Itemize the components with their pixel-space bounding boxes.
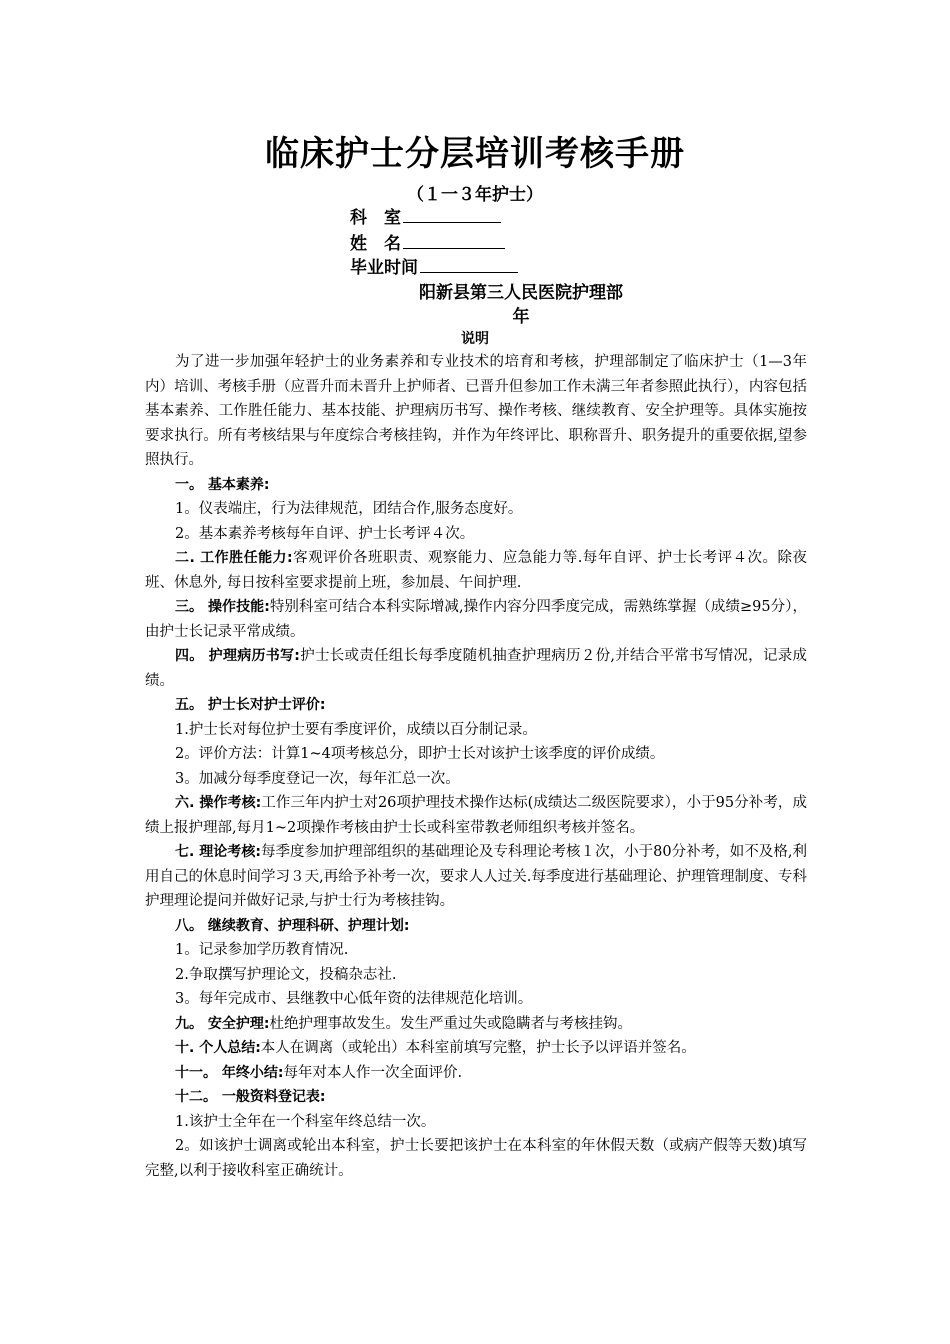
- field-name-label: 姓 名: [350, 234, 401, 254]
- list-item: [145, 987, 807, 1012]
- item-text: 客观评价各班职责、观察能力、应急能力等.每年自评、护士长考评４次。除夜班、休息外, 每日按科室要求提前上班，参加晨、午间护理.: [145, 550, 807, 591]
- list-item: [145, 791, 807, 840]
- item-heading: 十. 个人总结:: [175, 1040, 261, 1056]
- document-body: [145, 350, 807, 1183]
- list-item: [145, 522, 807, 547]
- field-department: [350, 203, 501, 228]
- list-item: [145, 938, 807, 963]
- item-text: 杜绝护理事故发生。发生严重过失或隐瞒者与考核挂钩。: [269, 1015, 632, 1032]
- list-item: [145, 1012, 807, 1037]
- list-item: [145, 595, 807, 644]
- item-heading: 一。 基本素养:: [175, 476, 270, 493]
- item-text: 每季度参加护理部组织的基础理论及专科理论考核１次，小于80分补考，如不及格,利用自己的休息时间学习３天,再给予补考一次，要求人人过关.每季度进行基础理论、护理管理制度、专科护理理论提问并做好记录,与护士行为考核挂钩。: [145, 844, 807, 909]
- list-item: [145, 1036, 807, 1061]
- list-item: [145, 693, 807, 718]
- item-text: 2.争取撰写护理论文，投稿杂志社.: [175, 966, 397, 983]
- list-item: [145, 742, 807, 767]
- blank-line: [420, 256, 518, 273]
- field-graduation-label: 毕业时间: [350, 258, 418, 278]
- organization-name: 阳新县第三人民医院护理部: [419, 283, 623, 303]
- list-item: [145, 1061, 807, 1086]
- item-heading: 九。 安全护理:: [175, 1015, 270, 1032]
- list-item: [145, 1110, 807, 1135]
- list-item: [145, 1134, 807, 1183]
- item-heading: 十一。 年终小结:: [175, 1064, 284, 1081]
- intro-paragraph: 为了进一步加强年轻护士的业务素养和专业技术的培育和考核，护理部制定了临床护士（1—3年内）培训、考核手册（应晋升而未晋升上护师者、已晋升但参加工作未满三年者参照此执行），内容包括基本素养、工作胜任能力、基本技能、护理病历书写、操作考核、继续教育、安全护理等。具体实施按要求执行。所有考核结果与年度综合考核挂钩，并作为年终评比、职称晋升、职务提升的重要依据,望参照执行。: [145, 354, 807, 468]
- item-heading: 四。 护理病历书写:: [175, 648, 300, 664]
- item-text: 1。仪表端庄，行为法律规范，团结合作,服务态度好。: [175, 501, 523, 517]
- item-text: 特别科室可结合本科实际增减,操作内容分四季度完成，需熟练掌握（成绩≥95分），由护士长记录平常成绩。: [145, 599, 807, 640]
- item-text: 1.该护士全年在一个科室年终总结一次。: [175, 1113, 436, 1130]
- list-item: [145, 546, 807, 595]
- section-title: 说明: [461, 331, 489, 347]
- item-text: 1.护士长对每位护士要有季度评价，成绩以百分制记录。: [175, 721, 537, 738]
- year-label: 年: [512, 307, 530, 327]
- item-text: 2。如该护士调离或轮出本科室，护士长要把该护士在本科室的年休假天数（或病产假等天数)填写完整,以利于接收科室正确统计。: [145, 1138, 807, 1179]
- item-text: 本人在调离（或轮出）本科室前填写完整，护士长予以评语并签名。: [260, 1040, 696, 1056]
- item-heading: 三。 操作技能:: [175, 599, 270, 615]
- item-text: 工作三年内护士对26项护理技术操作达标(成绩达二级医院要求），小于95分补考，成绩上报护理部,每月1~2项操作考核由护士长或科室带教老师组织考核并签名。: [145, 795, 807, 836]
- list-item: [145, 840, 807, 914]
- list-item: [145, 767, 807, 792]
- list-item: [145, 497, 807, 522]
- item-text: 每年对本人作一次全面评价.: [283, 1064, 463, 1081]
- item-text: 护士长或责任组长每季度随机抽查护理病历２份,并结合平常书写情况，记录成绩。: [145, 648, 807, 689]
- item-heading: 二. 工作胜任能力:: [175, 550, 293, 566]
- item-heading: 八。 继续教育、护理科研、护理计划:: [175, 917, 410, 934]
- list-item: [145, 473, 807, 498]
- list-item: [145, 1085, 807, 1110]
- item-heading: 十二。 一般资料登记表:: [175, 1089, 326, 1105]
- field-name: [350, 229, 505, 254]
- blank-line: [403, 232, 505, 249]
- item-text: 2。基本素养考核每年自评、护士长考评４次。: [175, 525, 475, 542]
- item-text: 1。记录参加学历教育情况.: [175, 942, 349, 958]
- item-text: 2。评价方法：计算1~4项考核总分，即护士长对该护士该季度的评价成绩。: [175, 746, 665, 762]
- item-text: 3。加减分每季度登记一次，每年汇总一次。: [175, 770, 460, 787]
- item-text: 3。每年完成市、县继教中心低年资的法律规范化培训。: [175, 991, 533, 1007]
- list-item: [145, 963, 807, 988]
- field-graduation: [350, 253, 518, 278]
- field-department-label: 科 室: [350, 208, 401, 228]
- list-item: [145, 718, 807, 743]
- list-item: [145, 914, 807, 939]
- document-subtitle: （１一３年护士）: [407, 185, 543, 205]
- item-list: [145, 473, 807, 1184]
- blank-line: [403, 206, 501, 223]
- item-heading: 七. 理论考核:: [175, 844, 261, 860]
- item-heading: 六. 操作考核:: [175, 795, 262, 811]
- list-item: [145, 644, 807, 693]
- item-heading: 五。 护士长对护士评价:: [175, 697, 326, 713]
- document-title: 临床护士分层培训考核手册: [265, 134, 685, 174]
